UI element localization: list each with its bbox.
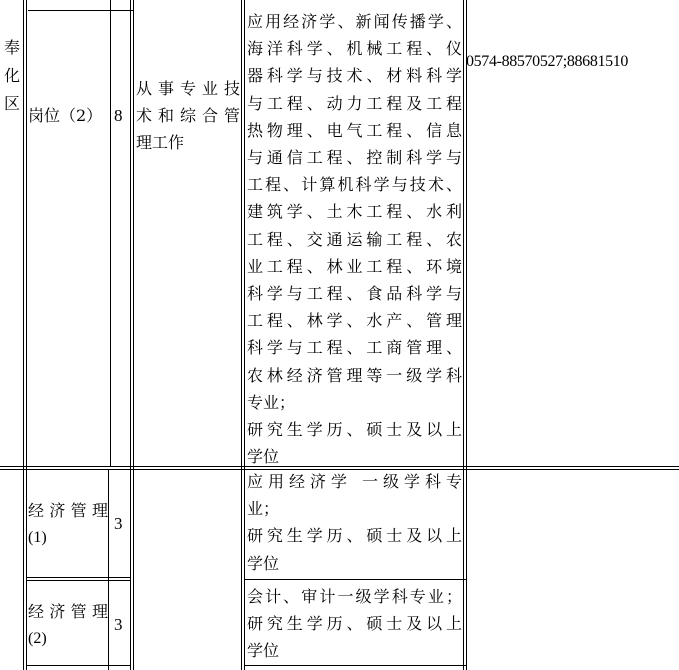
position-label: 经济管理 <box>28 602 108 621</box>
requirements-cell <box>247 468 462 577</box>
position-cell <box>28 102 102 129</box>
requirement-line: 工程、林学、水产、管理 <box>247 311 462 331</box>
duties-line: 术和综合管 <box>136 106 240 126</box>
requirement-line: 应用经济学、新闻传播学、 <box>247 12 462 31</box>
headcount-cell <box>114 510 123 537</box>
position-label: 岗位（2） <box>28 106 103 125</box>
top-border <box>28 10 133 11</box>
col-line <box>130 0 131 670</box>
requirement-line: 热物理、电气工程、信息 <box>247 120 462 140</box>
requirement-line: 研究生学历、硕士及以上 <box>247 614 462 634</box>
requirement-line: 与通信工程、控制科学与 <box>247 148 462 168</box>
col-line <box>108 470 109 670</box>
requirement-line: 业工程、林业工程、环境 <box>247 256 462 276</box>
requirement-line: 海洋科学、机械工程、仪 <box>247 39 462 59</box>
requirement-line: 与工程、动力工程及工程 <box>247 93 462 113</box>
requirement-line: 专业； <box>247 392 296 412</box>
headcount-cell <box>114 102 123 129</box>
cell-border <box>26 665 131 666</box>
contact-phone: 0574-88570527;88681510 <box>466 53 629 70</box>
requirements-cell <box>247 8 462 470</box>
requirement-line: 业； <box>247 499 280 519</box>
headcount-cell <box>114 611 123 638</box>
requirement-line: 学位 <box>247 553 280 573</box>
requirement-line: 会计、审计一级学科专业； <box>247 587 462 606</box>
requirement-line: 研究生学历、硕士及以上 <box>247 420 462 440</box>
col-line <box>23 0 24 670</box>
requirement-line: 科学与工程、食品科学与 <box>247 284 462 304</box>
cell-border <box>26 577 131 578</box>
requirement-line: 研究生学历、硕士及以上 <box>247 526 462 546</box>
col-line <box>26 0 27 670</box>
position-cell <box>28 598 108 652</box>
duties-cell <box>136 75 240 157</box>
position-cell <box>28 497 108 551</box>
requirement-line: 农林经济管理等一级学科 <box>247 365 462 385</box>
col-line <box>466 0 467 670</box>
duties-line: 理工作 <box>136 133 185 153</box>
col-line <box>110 0 111 466</box>
requirement-line: 学位 <box>247 447 280 467</box>
requirement-line: 应用经济学 一级学科专 <box>247 472 462 491</box>
headcount-value: 8 <box>114 106 123 125</box>
cell-border <box>244 579 466 580</box>
position-label: 经济管理 <box>28 501 108 520</box>
requirement-line: 工程、交通运输工程、农 <box>247 229 462 249</box>
col-line <box>133 0 134 670</box>
col-line <box>241 0 242 670</box>
requirement-line: 器科学与技术、材料科学 <box>247 66 462 86</box>
requirement-line: 科学与工程、工商管理、 <box>247 338 462 358</box>
requirement-line: 学位 <box>247 641 280 661</box>
position-index: (2) <box>28 630 47 648</box>
contact-phone-cell <box>466 48 678 75</box>
headcount-value: 3 <box>114 615 123 634</box>
cell-border <box>244 665 466 666</box>
district-name: 奉化区 <box>3 38 20 113</box>
headcount-value: 3 <box>114 514 123 533</box>
requirements-cell <box>247 583 462 665</box>
requirement-line: 工程、计算机科学与技术、 <box>247 175 462 195</box>
duties-line: 从事专业技 <box>136 79 240 98</box>
requirement-line: 建筑学、土木工程、水利 <box>247 202 462 222</box>
district-cell <box>2 34 22 118</box>
col-line <box>463 0 464 670</box>
col-line <box>244 0 245 670</box>
cell-border <box>26 580 131 581</box>
position-index: (1) <box>28 529 47 547</box>
